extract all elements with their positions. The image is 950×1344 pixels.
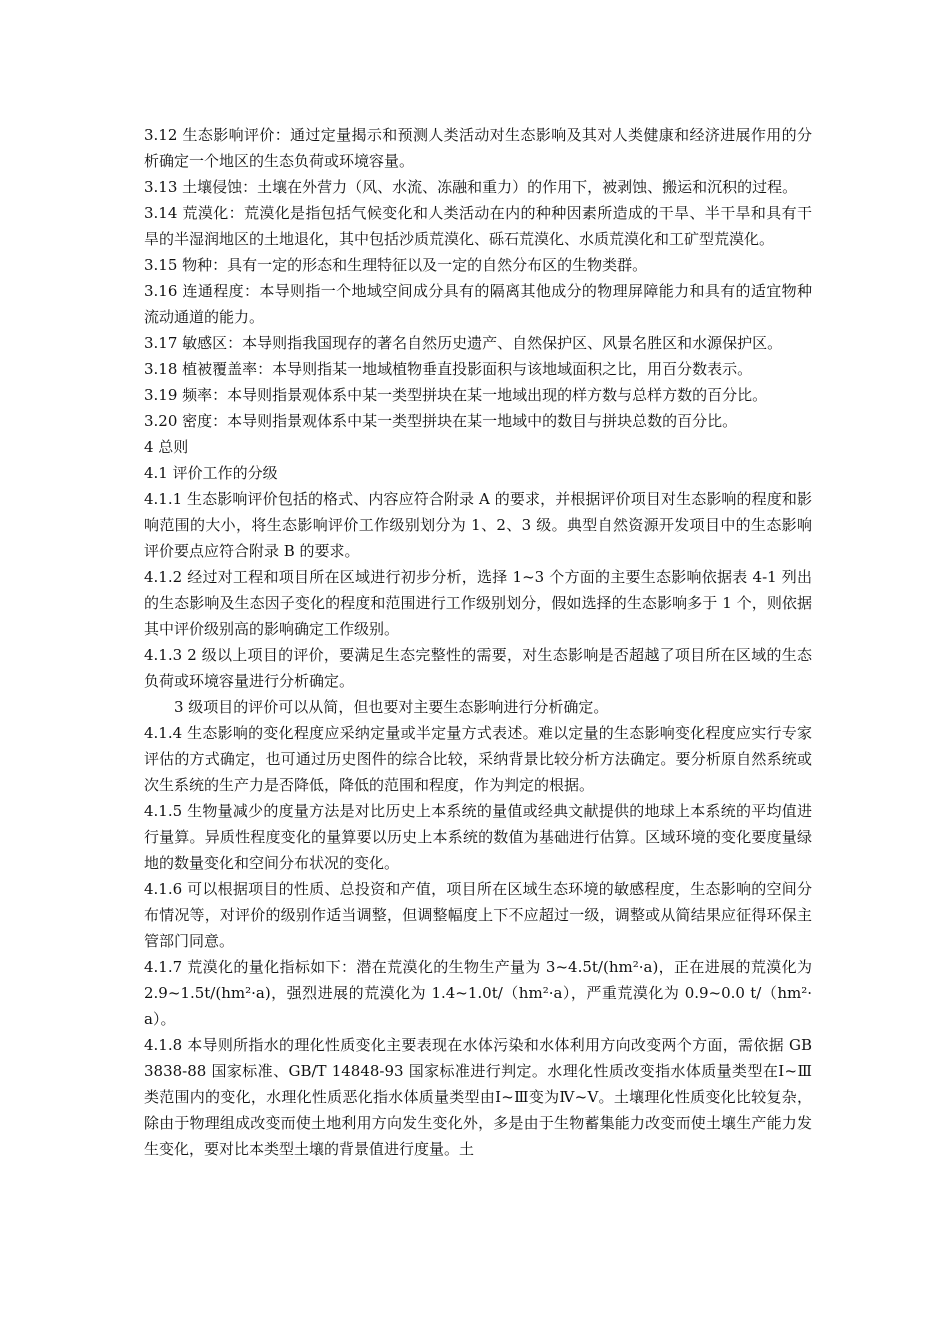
document-page: [144, 122, 812, 1162]
clause-3-15: 3.15 物种：具有一定的形态和生理特征以及一定的自然分布区的生物类群。: [144, 256, 648, 274]
clause-3-13: 3.13 土壤侵蚀：土壤在外营力（风、水流、冻融和重力）的作用下，被剥蚀、搬运和沉积的过程。: [144, 178, 798, 196]
clause-4-1-1: 4.1.1 生态影响评价包括的格式、内容应符合附录 A 的要求，并根据评价项目对生态影响的程度和影响范围的大小，将生态影响评价工作级别划分为 1、2、3 级。典型自然资源开发项目中的生态影响评价要点应符合附录 B 的要求。: [144, 490, 812, 560]
clause-3-19: 3.19 频率：本导则指景观体系中某一类型拼块在某一地域出现的样方数与总样方数的百分比。: [144, 386, 768, 404]
clause-3-17: 3.17 敏感区：本导则指我国现存的著名自然历史遗产、自然保护区、风景名胜区和水源保护区。: [144, 334, 783, 352]
clause-3-18: 3.18 植被覆盖率：本导则指某一地域植物垂直投影面积与该地域面积之比，用百分数表示。: [144, 360, 753, 378]
clause-4-1-4: 4.1.4 生态影响的变化程度应采纳定量或半定量方式表述。难以定量的生态影响变化程度应实行专家评估的方式确定，也可通过历史图件的综合比较，采纳背景比较分析方法确定。要分析原自然系统或次生系统的生产力是否降低，降低的范围和程度，作为判定的根据。: [144, 724, 812, 794]
section-heading-4: 4 总则: [144, 438, 189, 456]
clause-3-12: 3.12 生态影响评价：通过定量揭示和预测人类活动对生态影响及其对人类健康和经济进展作用的分析确定一个地区的生态负荷或环境容量。: [144, 126, 812, 170]
clause-4-1-3-continued: 3 级项目的评价可以从简，但也要对主要生态影响进行分析确定。: [174, 698, 609, 716]
clause-4-1-6: 4.1.6 可以根据项目的性质、总投资和产值，项目所在区域生态环境的敏感程度，生态影响的空间分布情况等，对评价的级别作适当调整，但调整幅度上下不应超过一级，调整或从简结果应征得环保主管部门同意。: [144, 880, 812, 950]
clause-4-1-3: 4.1.3 2 级以上项目的评价，要满足生态完整性的需要，对生态影响是否超越了项目所在区域的生态负荷或环境容量进行分析确定。: [144, 646, 812, 690]
clause-3-14: 3.14 荒漠化：荒漠化是指包括气候变化和人类活动在内的种种因素所造成的干旱、半干旱和具有干旱的半湿润地区的土地退化，其中包括沙质荒漠化、砾石荒漠化、水质荒漠化和工矿型荒漠化。: [144, 204, 812, 248]
subsection-heading-4-1: 4.1 评价工作的分级: [144, 464, 278, 482]
clause-3-20: 3.20 密度：本导则指景观体系中某一类型拼块在某一地域中的数目与拼块总数的百分比。: [144, 412, 738, 430]
clause-4-1-5: 4.1.5 生物量减少的度量方法是对比历史上本系统的量值或经典文献提供的地球上本系统的平均值进行量算。异质性程度变化的量算要以历史上本系统的数值为基础进行估算。区域环境的变化要度量绿地的数量变化和空间分布状况的变化。: [144, 802, 812, 872]
clause-4-1-8: 4.1.8 本导则所指水的理化性质变化主要表现在水体污染和水体利用方向改变两个方面，需依据 GB 3838-88 国家标准、GB/T 14848-93 国家标准进行判定。水理化性质改变指水体质量类型在Ⅰ~Ⅲ类范围内的变化，水理化性质恶化指水体质量类型由Ⅰ~Ⅲ变为Ⅳ~Ⅴ。土壤理化性质变化比较复杂，除由于物理组成改变而使土地利用方向发生变化外，多是由于生物蓄集能力改变而使土壤生产能力发生变化，要对比本类型土壤的背景值进行度量。土: [144, 1036, 812, 1158]
clause-4-1-2: 4.1.2 经过对工程和项目所在区域进行初步分析，选择 1~3 个方面的主要生态影响依据表 4-1 列出的生态影响及生态因子变化的程度和范围进行工作级别划分，假如选择的生态影响多于 1 个，则依据其中评价级别高的影响确定工作级别。: [144, 568, 812, 638]
clause-3-16: 3.16 连通程度：本导则指一个地域空间成分具有的隔离其他成分的物理屏障能力和具有的适宜物种流动通道的能力。: [144, 282, 812, 326]
clause-4-1-7: 4.1.7 荒漠化的量化指标如下：潜在荒漠化的生物生产量为 3~4.5t/(hm²·a)，正在进展的荒漠化为 2.9~1.5t/(hm²·a)，强烈进展的荒漠化为 1.4~1.0t/（hm²·a），严重荒漠化为 0.9~0.0 t/（hm²·a）。: [144, 958, 812, 1028]
